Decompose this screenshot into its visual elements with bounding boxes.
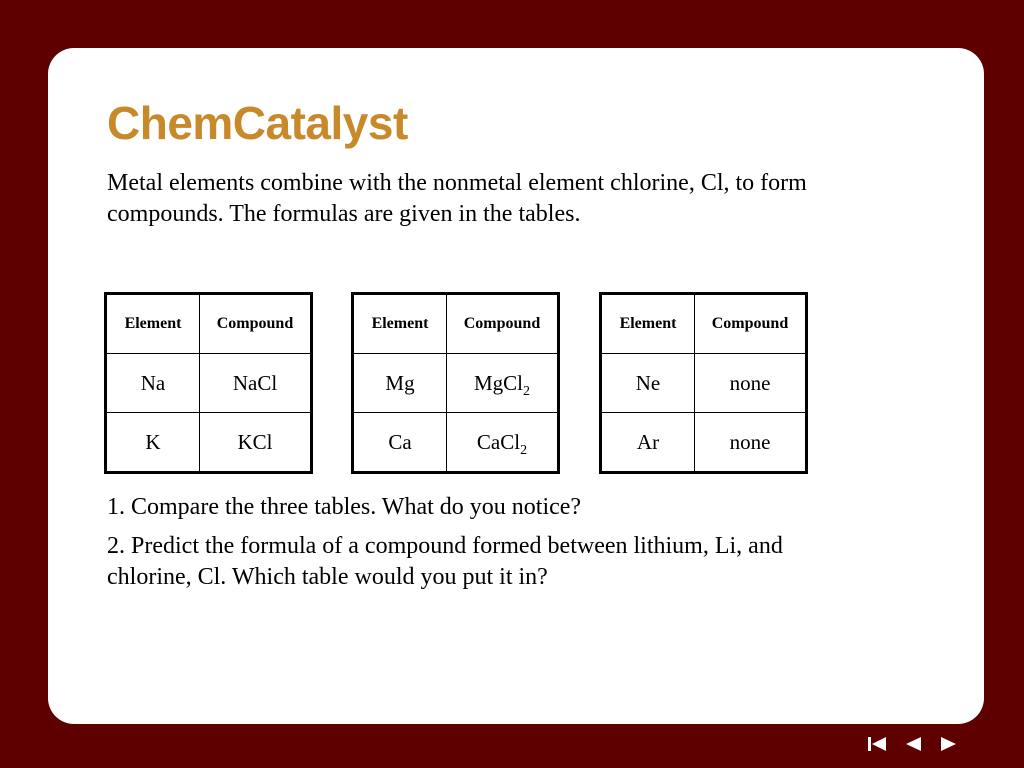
next-icon — [940, 736, 958, 752]
compound-cell: MgCl$_2$ — [447, 354, 559, 413]
question-2: 2. Predict the formula of a compound formed between lithium, Li, and chlorine, Cl. Which table would you put it in? — [107, 533, 783, 590]
skip-to-first-icon — [867, 736, 887, 752]
table-header-row — [601, 294, 807, 354]
question-1: 1. Compare the three tables. What do you notice? — [107, 494, 582, 520]
header-compound: Compound — [695, 294, 807, 354]
table-row — [106, 413, 312, 473]
compound-cell: none — [695, 413, 807, 473]
table-header-row — [353, 294, 559, 354]
questions — [107, 492, 867, 601]
table-row — [601, 354, 807, 413]
element-cell: K — [106, 413, 200, 473]
slide-navigation — [866, 734, 960, 754]
compound-cell: KCl — [200, 413, 312, 473]
header-element: Element — [601, 294, 695, 354]
slide-title: ChemCatalyst — [107, 97, 408, 149]
chem-table-3 — [599, 292, 808, 474]
element-cell: Ca — [353, 413, 447, 473]
element-cell: Ar — [601, 413, 695, 473]
element-cell: Ne — [601, 354, 695, 413]
table-header-row — [106, 294, 312, 354]
compound-cell: CaCl$_2$ — [447, 413, 559, 473]
table-row — [353, 413, 559, 473]
chem-table-2 — [351, 292, 560, 474]
compound-cell: NaCl — [200, 354, 312, 413]
header-element: Element — [106, 294, 200, 354]
previous-slide-button[interactable] — [902, 734, 924, 754]
first-slide-button[interactable] — [866, 734, 888, 754]
compound-cell: none — [695, 354, 807, 413]
table-row — [353, 354, 559, 413]
previous-icon — [904, 736, 922, 752]
next-slide-button[interactable] — [938, 734, 960, 754]
element-cell: Mg — [353, 354, 447, 413]
header-compound: Compound — [200, 294, 312, 354]
table-row — [601, 413, 807, 473]
table-row — [106, 354, 312, 413]
header-compound: Compound — [447, 294, 559, 354]
element-cell: Na — [106, 354, 200, 413]
intro-text: Metal elements combine with the nonmetal element chlorine, Cl, to form compounds. The formulas are given in the tables. — [107, 170, 807, 227]
header-element: Element — [353, 294, 447, 354]
chem-table-1 — [104, 292, 313, 474]
